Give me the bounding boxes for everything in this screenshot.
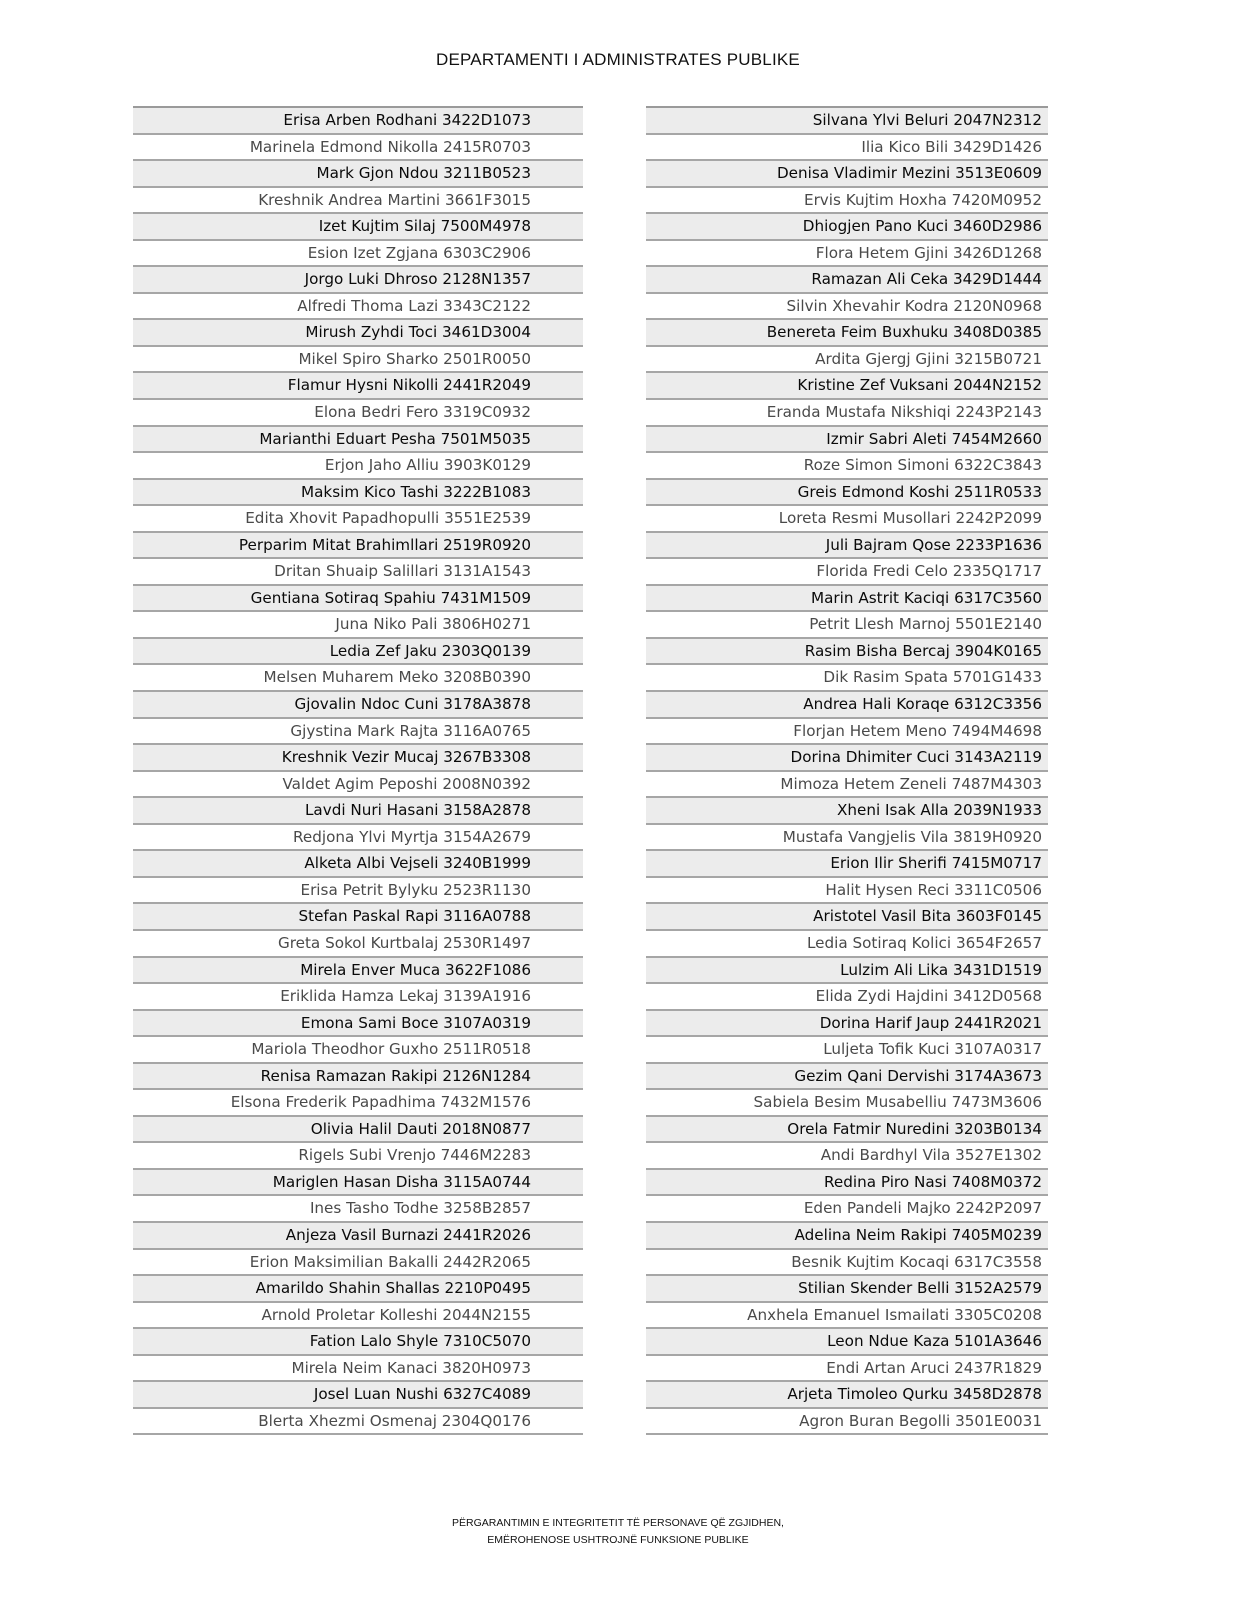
list-item: Silvin Xhevahir Kodra 2120N0968 [646, 294, 1048, 321]
list-item: Alketa Albi Vejseli 3240B1999 [133, 851, 583, 878]
list-item: Olivia Halil Dauti 2018N0877 [133, 1117, 583, 1144]
list-item: Orela Fatmir Nuredini 3203B0134 [646, 1117, 1048, 1144]
list-item: Roze Simon Simoni 6322C3843 [646, 453, 1048, 480]
list-item: Dritan Shuaip Salillari 3131A1543 [133, 559, 583, 586]
list-item: Rasim Bisha Bercaj 3904K0165 [646, 639, 1048, 666]
list-item: Redina Piro Nasi 7408M0372 [646, 1170, 1048, 1197]
list-item: Dorina Harif Jaup 2441R2021 [646, 1011, 1048, 1038]
list-item: Eden Pandeli Majko 2242P2097 [646, 1196, 1048, 1223]
list-item: Marianthi Eduart Pesha 7501M5035 [133, 427, 583, 454]
list-item: Kristine Zef Vuksani 2044N2152 [646, 373, 1048, 400]
list-item: Adelina Neim Rakipi 7405M0239 [646, 1223, 1048, 1250]
list-item: Mimoza Hetem Zeneli 7487M4303 [646, 772, 1048, 799]
list-item: Benereta Feim Buxhuku 3408D0385 [646, 320, 1048, 347]
list-item: Mirela Enver Muca 3622F1086 [133, 958, 583, 985]
list-item: Juli Bajram Qose 2233P1636 [646, 533, 1048, 560]
list-item: Dhiogjen Pano Kuci 3460D2986 [646, 214, 1048, 241]
list-item: Mark Gjon Ndou 3211B0523 [133, 161, 583, 188]
list-item: Arnold Proletar Kolleshi 2044N2155 [133, 1303, 583, 1330]
list-item: Silvana Ylvi Beluri 2047N2312 [646, 108, 1048, 135]
list-item: Gentiana Sotiraq Spahiu 7431M1509 [133, 586, 583, 613]
list-item: Marinela Edmond Nikolla 2415R0703 [133, 135, 583, 162]
list-item: Izmir Sabri Aleti 7454M2660 [646, 427, 1048, 454]
list-item: Mariola Theodhor Guxho 2511R0518 [133, 1037, 583, 1064]
list-item: Erisa Arben Rodhani 3422D1073 [133, 108, 583, 135]
list-item: Izet Kujtim Silaj 7500M4978 [133, 214, 583, 241]
list-item: Florida Fredi Celo 2335Q1717 [646, 559, 1048, 586]
list-item: Emona Sami Boce 3107A0319 [133, 1011, 583, 1038]
list-item: Esion Izet Zgjana 6303C2906 [133, 241, 583, 268]
list-item: Flamur Hysni Nikolli 2441R2049 [133, 373, 583, 400]
list-item: Halit Hysen Reci 3311C0506 [646, 878, 1048, 905]
list-item: Ilia Kico Bili 3429D1426 [646, 135, 1048, 162]
list-item: Erion Ilir Sherifi 7415M0717 [646, 851, 1048, 878]
list-item: Kreshnik Vezir Mucaj 3267B3308 [133, 745, 583, 772]
list-item: Sabiela Besim Musabelliu 7473M3606 [646, 1090, 1048, 1117]
list-item: Rigels Subi Vrenjo 7446M2283 [133, 1143, 583, 1170]
list-item: Ledia Zef Jaku 2303Q0139 [133, 639, 583, 666]
list-item: Mirela Neim Kanaci 3820H0973 [133, 1356, 583, 1383]
list-item: Blerta Xhezmi Osmenaj 2304Q0176 [133, 1409, 583, 1436]
list-item: Besnik Kujtim Kocaqi 6317C3558 [646, 1250, 1048, 1277]
list-item: Juna Niko Pali 3806H0271 [133, 612, 583, 639]
list-item: Xheni Isak Alla 2039N1933 [646, 798, 1048, 825]
list-item: Anjeza Vasil Burnazi 2441R2026 [133, 1223, 583, 1250]
list-item: Jorgo Luki Dhroso 2128N1357 [133, 267, 583, 294]
list-item: Mikel Spiro Sharko 2501R0050 [133, 347, 583, 374]
list-item: Denisa Vladimir Mezini 3513E0609 [646, 161, 1048, 188]
list-item: Mustafa Vangjelis Vila 3819H0920 [646, 825, 1048, 852]
list-item: Gezim Qani Dervishi 3174A3673 [646, 1064, 1048, 1091]
list-item: Amarildo Shahin Shallas 2210P0495 [133, 1276, 583, 1303]
list-item: Andrea Hali Koraqe 6312C3356 [646, 692, 1048, 719]
list-item: Anxhela Emanuel Ismailati 3305C0208 [646, 1303, 1048, 1330]
list-item: Greis Edmond Koshi 2511R0533 [646, 480, 1048, 507]
footer-line-2: EMËROHENOSE USHTROJNË FUNKSIONE PUBLIKE [487, 1534, 749, 1546]
footer [0, 1515, 1236, 1549]
list-item: Renisa Ramazan Rakipi 2126N1284 [133, 1064, 583, 1091]
list-item: Stefan Paskal Rapi 3116A0788 [133, 904, 583, 931]
list-item: Elona Bedri Fero 3319C0932 [133, 400, 583, 427]
list-item: Valdet Agim Peposhi 2008N0392 [133, 772, 583, 799]
list-item: Elida Zydi Hajdini 3412D0568 [646, 984, 1048, 1011]
list-item: Mirush Zyhdi Toci 3461D3004 [133, 320, 583, 347]
page-title: DEPARTAMENTI I ADMINISTRATES PUBLIKE [436, 50, 800, 69]
list-item: Lavdi Nuri Hasani 3158A2878 [133, 798, 583, 825]
footer-line-1: PËRGARANTIMIN E INTEGRITETIT TË PERSONAVE QË ZGJIDHEN, [452, 1517, 784, 1529]
list-item: Erion Maksimilian Bakalli 2442R2065 [133, 1250, 583, 1277]
list-item: Edita Xhovit Papadhopulli 3551E2539 [133, 506, 583, 533]
list-item: Alfredi Thoma Lazi 3343C2122 [133, 294, 583, 321]
list-item: Erjon Jaho Alliu 3903K0129 [133, 453, 583, 480]
list-item: Ramazan Ali Ceka 3429D1444 [646, 267, 1048, 294]
list-item: Josel Luan Nushi 6327C4089 [133, 1382, 583, 1409]
list-item: Greta Sokol Kurtbalaj 2530R1497 [133, 931, 583, 958]
list-item: Erisa Petrit Bylyku 2523R1130 [133, 878, 583, 905]
list-item: Gjystina Mark Rajta 3116A0765 [133, 719, 583, 746]
list-item: Gjovalin Ndoc Cuni 3178A3878 [133, 692, 583, 719]
list-item: Andi Bardhyl Vila 3527E1302 [646, 1143, 1048, 1170]
left-name-list [133, 106, 583, 1435]
list-item: Maksim Kico Tashi 3222B1083 [133, 480, 583, 507]
list-item: Dik Rasim Spata 5701G1433 [646, 665, 1048, 692]
list-item: Aristotel Vasil Bita 3603F0145 [646, 904, 1048, 931]
list-item: Endi Artan Aruci 2437R1829 [646, 1356, 1048, 1383]
list-item: Arjeta Timoleo Qurku 3458D2878 [646, 1382, 1048, 1409]
list-item: Kreshnik Andrea Martini 3661F3015 [133, 188, 583, 215]
list-item: Melsen Muharem Meko 3208B0390 [133, 665, 583, 692]
list-item: Eriklida Hamza Lekaj 3139A1916 [133, 984, 583, 1011]
list-item: Luljeta Tofik Kuci 3107A0317 [646, 1037, 1048, 1064]
list-item: Stilian Skender Belli 3152A2579 [646, 1276, 1048, 1303]
list-item: Ervis Kujtim Hoxha 7420M0952 [646, 188, 1048, 215]
list-item: Agron Buran Begolli 3501E0031 [646, 1409, 1048, 1436]
list-item: Florjan Hetem Meno 7494M4698 [646, 719, 1048, 746]
list-item: Flora Hetem Gjini 3426D1268 [646, 241, 1048, 268]
list-item: Ines Tasho Todhe 3258B2857 [133, 1196, 583, 1223]
list-item: Dorina Dhimiter Cuci 3143A2119 [646, 745, 1048, 772]
list-item: Lulzim Ali Lika 3431D1519 [646, 958, 1048, 985]
right-name-list [646, 106, 1048, 1435]
list-item: Ardita Gjergj Gjini 3215B0721 [646, 347, 1048, 374]
list-item: Ledia Sotiraq Kolici 3654F2657 [646, 931, 1048, 958]
list-item: Leon Ndue Kaza 5101A3646 [646, 1329, 1048, 1356]
list-item: Mariglen Hasan Disha 3115A0744 [133, 1170, 583, 1197]
list-item: Perparim Mitat Brahimllari 2519R0920 [133, 533, 583, 560]
list-item: Marin Astrit Kaciqi 6317C3560 [646, 586, 1048, 613]
list-item: Eranda Mustafa Nikshiqi 2243P2143 [646, 400, 1048, 427]
list-item: Loreta Resmi Musollari 2242P2099 [646, 506, 1048, 533]
list-item: Elsona Frederik Papadhima 7432M1576 [133, 1090, 583, 1117]
list-item: Redjona Ylvi Myrtja 3154A2679 [133, 825, 583, 852]
list-item: Petrit Llesh Marnoj 5501E2140 [646, 612, 1048, 639]
list-item: Fation Lalo Shyle 7310C5070 [133, 1329, 583, 1356]
